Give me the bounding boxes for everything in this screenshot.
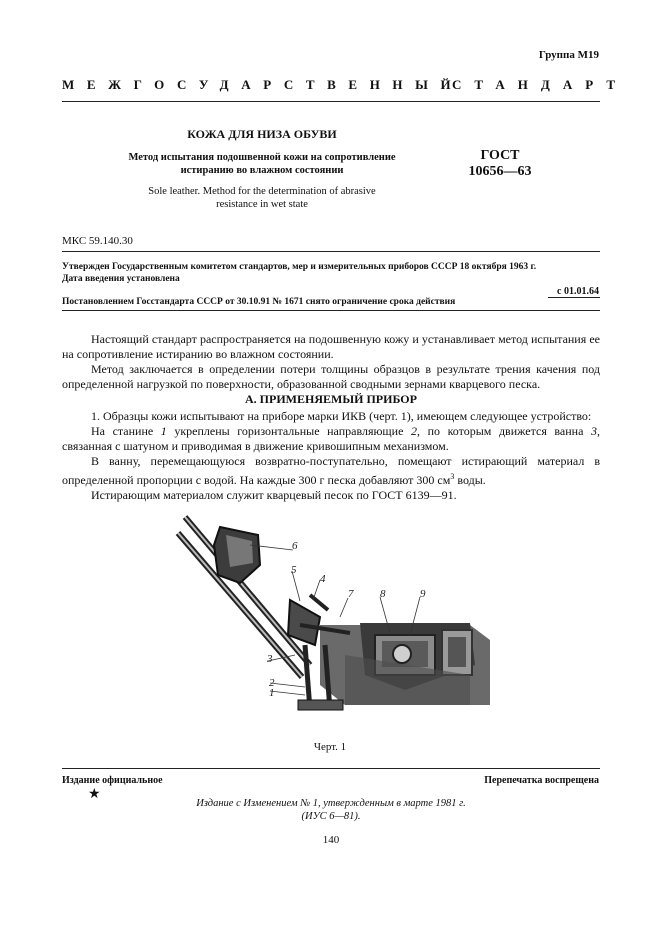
amendment-note-1: Издание с Изменением № 1, утвержденным в марте 1981 г. bbox=[196, 798, 466, 809]
page-number: 140 bbox=[322, 834, 340, 846]
device-figure bbox=[170, 505, 490, 720]
approval-line-1: Утвержден Государственным комитетом стандартов, мер и измерительных приборов СССР 18 октября 1963 г. bbox=[62, 262, 537, 272]
title-rule bbox=[62, 251, 600, 252]
figure-label-4: 4 bbox=[320, 573, 326, 585]
reprint-prohibited: Перепечатка воспрещена bbox=[484, 775, 599, 786]
banner-left: МЕЖГОСУДАРСТВЕННЫЙ bbox=[62, 77, 464, 92]
banner-right: СТАНДАРТ bbox=[452, 77, 629, 92]
figure-label-9: 9 bbox=[420, 588, 426, 600]
english-title-2: resistance in wet state bbox=[216, 199, 308, 210]
effective-date: с 01.01.64 bbox=[557, 286, 599, 297]
footer-rule bbox=[62, 768, 600, 769]
device-drawing bbox=[178, 517, 490, 710]
document-subtitle-2: истиранию во влажном состоянии bbox=[180, 165, 344, 176]
approval-rule bbox=[62, 310, 600, 311]
header-rule bbox=[62, 101, 600, 102]
document-subtitle-1: Метод испытания подошвенной кожи на сопротивление bbox=[128, 152, 396, 163]
figure-label-7: 7 bbox=[348, 588, 354, 600]
superscript-3: 3 bbox=[450, 472, 455, 481]
group-label: Группа М19 bbox=[538, 49, 599, 61]
intro-paragraph-2: Метод заключается в определении потери толщины образцов в результате трения качения под определенной нагрузкой по поверхности, образованной сводными зернами кварцевого песка. bbox=[62, 362, 600, 391]
approval-line-2: Дата введения установлена bbox=[62, 274, 180, 284]
gost-label: ГОСТ bbox=[480, 148, 520, 163]
ref-2: 2 bbox=[411, 424, 417, 438]
document-title: КОЖА ДЛЯ НИЗА ОБУВИ bbox=[187, 127, 337, 141]
date-rule bbox=[548, 297, 600, 298]
figure-label-5: 5 bbox=[291, 564, 297, 576]
intro-paragraph-1: Настоящий стандарт распространяется на подошвенную кожу и устанавливает метод испытания ее на сопротивление истиранию во влажном состоянии. bbox=[62, 332, 600, 361]
approval-line-3: Постановлением Госстандарта СССР от 30.10.91 № 1671 снято ограничение срока действия bbox=[62, 297, 456, 307]
figure-label-3: 3 bbox=[267, 653, 273, 665]
figure-label-8: 8 bbox=[380, 588, 386, 600]
mks-code: МКС 59.140.30 bbox=[62, 235, 133, 247]
section-a-paragraph-3: В ванну, перемещающуюся возвратно-поступательно, помещают истирающий материал в определенной пропорции с водой. На каждые 300 г песка добавляют 300 $см^3$ воды. bbox=[62, 454, 600, 487]
figure-caption: Черт. 1 bbox=[313, 741, 347, 753]
section-a-paragraph-1: 1. Образцы кожи испытывают на приборе марки ИКВ (черт. 1), имеющем следующее устройство: bbox=[91, 409, 592, 423]
amendment-note-2: (ИУС 6—81). bbox=[301, 811, 361, 822]
figure-label-2: 2 bbox=[269, 677, 275, 689]
figure-label-1: 1 bbox=[269, 687, 275, 699]
english-title-1: Sole leather. Method for the determination of abrasive bbox=[148, 186, 376, 197]
intro-block bbox=[62, 332, 600, 392]
section-a-body bbox=[62, 409, 600, 503]
official-edition: Издание официальное bbox=[62, 775, 163, 786]
section-a-paragraph-4: Истирающим материалом служит кварцевый песок по ГОСТ 6139—91. bbox=[91, 488, 457, 502]
ref-3: 3 bbox=[591, 424, 597, 438]
section-a-paragraph-2: На станине 1 укреплены горизонтальные направляющие 2, по которым движется ванна 3, связанная с шатуном и приводимая в движение кривошипным механизмом. bbox=[62, 424, 600, 453]
star-mark: ★ bbox=[88, 787, 101, 802]
gost-number: 10656—63 bbox=[468, 164, 532, 179]
figure-label-6: 6 bbox=[292, 540, 298, 552]
ref-1: 1 bbox=[160, 424, 167, 438]
section-heading: А. ПРИМЕНЯЕМЫЙ ПРИБОР bbox=[245, 392, 417, 406]
